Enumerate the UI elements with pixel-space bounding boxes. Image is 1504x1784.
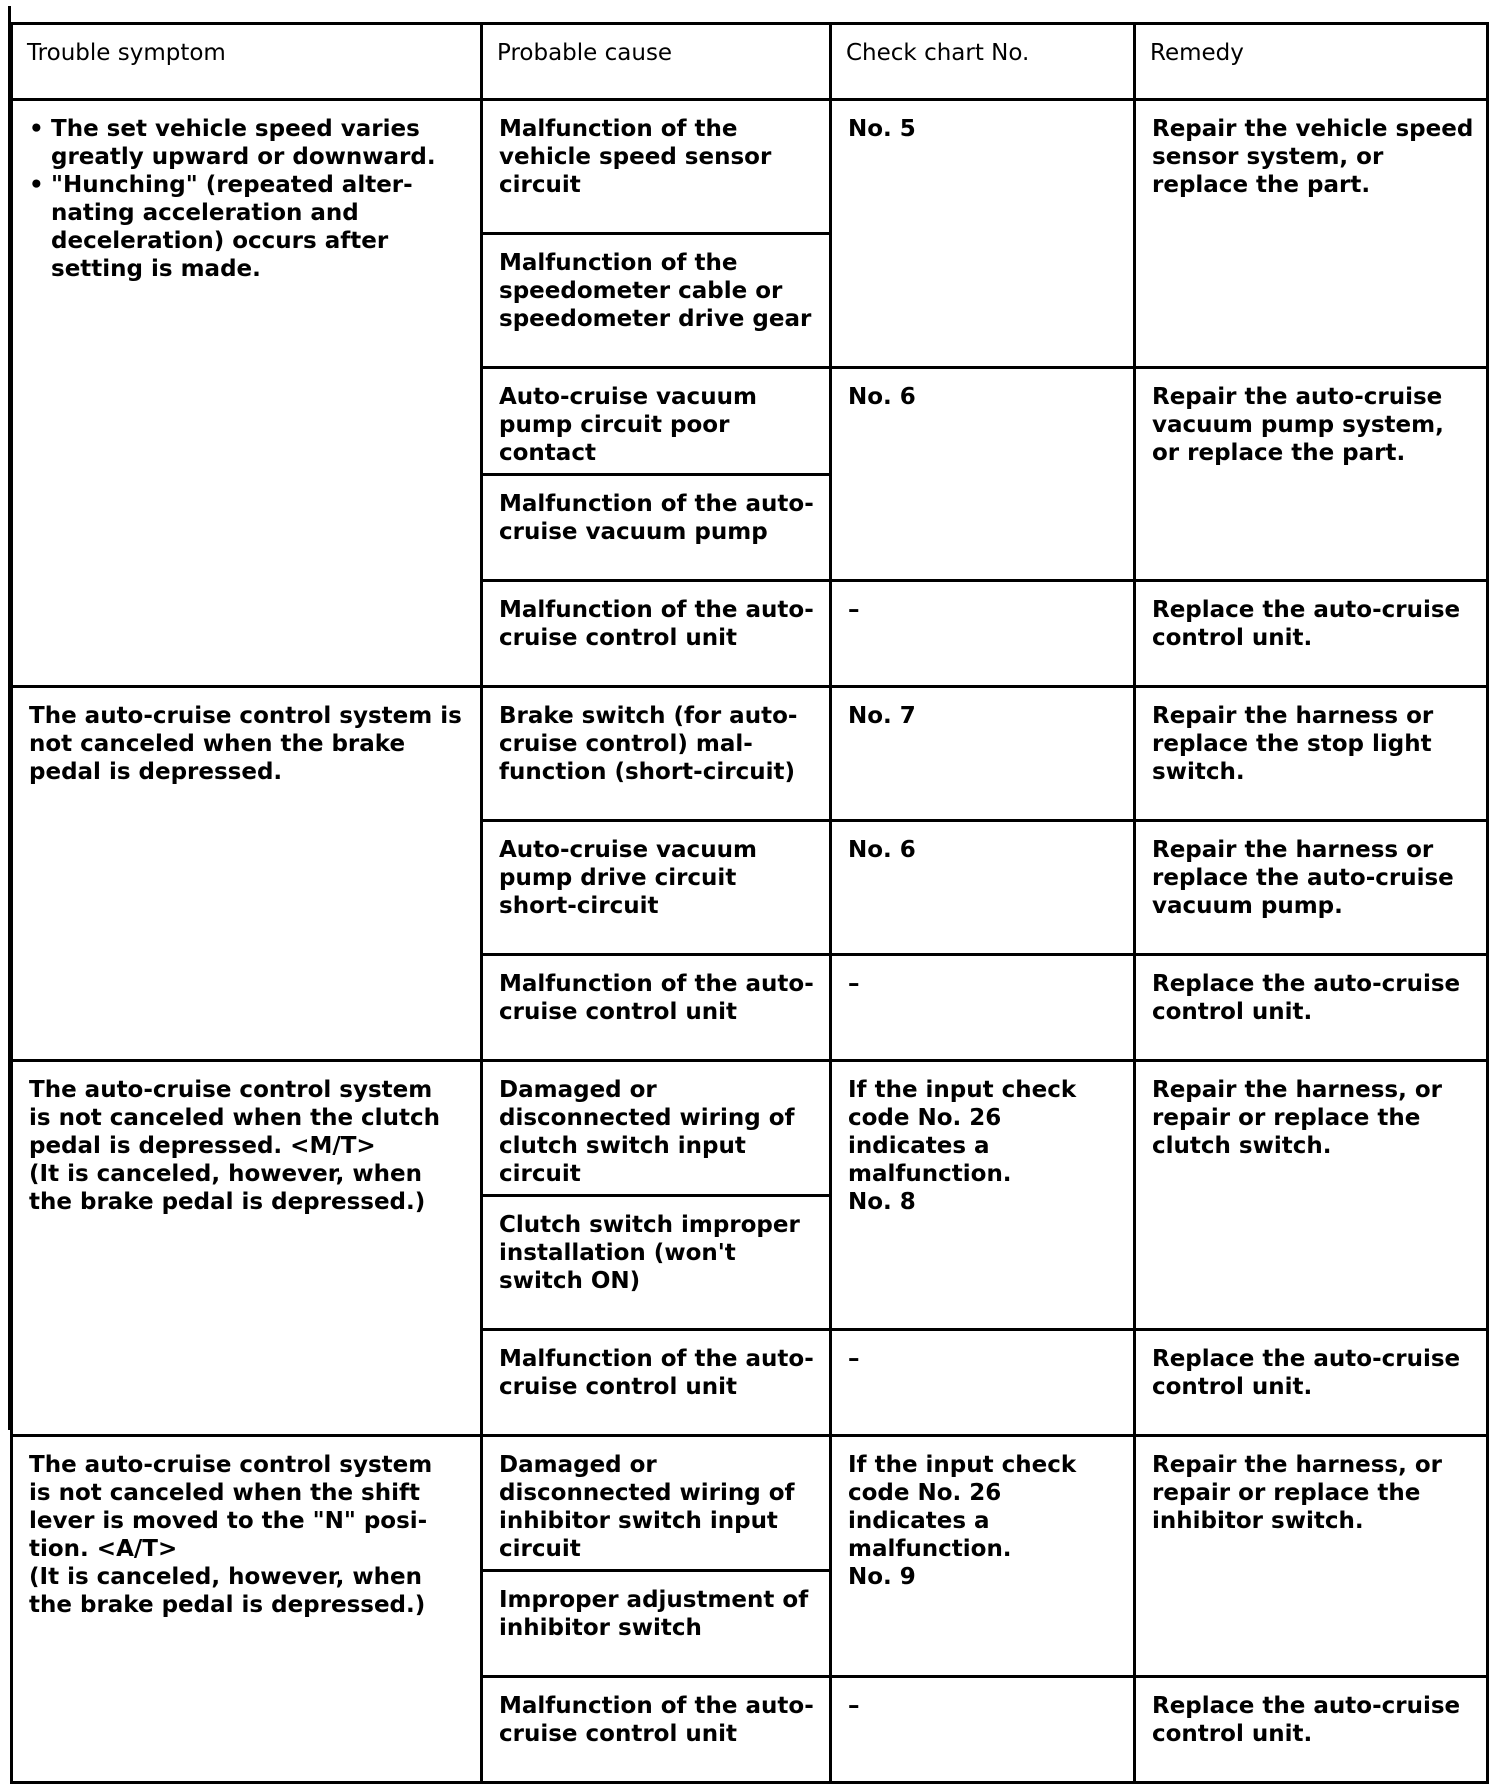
- check-chart-line: code No. 26: [848, 1480, 1002, 1506]
- symptom-bullet: • "Hunching" (repeated alter-nating acceleration and deceleration) occurs after setting is made.: [29, 171, 470, 283]
- remedy-cell: Replace the auto-cruise control unit.: [1135, 1677, 1488, 1783]
- check-chart-cell: No. 5: [831, 100, 1135, 368]
- check-chart-line: If the input check: [848, 1452, 1077, 1478]
- cause-cell: Damaged or disconnected wiring of clutch switch input circuit: [482, 1061, 831, 1196]
- cause-cell: Malfunction of the vehicle speed sensor circuit: [482, 100, 831, 234]
- cause-cell: Malfunction of the auto-cruise control unit: [482, 1330, 831, 1436]
- symptom-cell: The auto-cruise control system is not canceled when the brake pedal is depressed.: [12, 687, 482, 1061]
- symptom-line: the brake pedal is depressed.): [29, 1189, 426, 1215]
- symptom-bullet: • The set vehicle speed varies greatly upward or downward.: [29, 115, 470, 171]
- remedy-cell: Repair the vehicle speed sensor system, or replace the part.: [1135, 100, 1488, 368]
- symptom-line: pedal is depressed. <M/T>: [29, 1133, 376, 1159]
- symptom-line: is not canceled when the shift: [29, 1480, 420, 1506]
- check-chart-line: If the input check: [848, 1077, 1077, 1103]
- table-row: [12, 687, 1488, 821]
- check-chart-line: indicates a: [848, 1133, 990, 1159]
- cause-cell: Brake switch (for auto-cruise control) mal-function (short-circuit): [482, 687, 831, 821]
- symptom-cell: [12, 1436, 482, 1783]
- cause-cell: Malfunction of the auto-cruise vacuum pump: [482, 475, 831, 581]
- check-chart-line: malfunction.: [848, 1536, 1012, 1562]
- symptom-bullet-list: [29, 115, 470, 283]
- check-chart-cell: –: [831, 955, 1135, 1061]
- cause-cell: Auto-cruise vacuum pump drive circuit short-circuit: [482, 821, 831, 955]
- remedy-cell: Replace the auto-cruise control unit.: [1135, 955, 1488, 1061]
- symptom-line: The auto-cruise control system: [29, 1077, 433, 1103]
- table-row: [12, 1061, 1488, 1196]
- check-chart-cell: [831, 1436, 1135, 1677]
- check-chart-line: malfunction.: [848, 1161, 1012, 1187]
- symptom-line: is not canceled when the clutch: [29, 1105, 440, 1131]
- remedy-cell: Repair the harness, or repair or replace the clutch switch.: [1135, 1061, 1488, 1330]
- cause-cell: Auto-cruise vacuum pump circuit poor contact: [482, 368, 831, 475]
- check-chart-line: No. 8: [848, 1189, 916, 1215]
- check-chart-cell: –: [831, 1330, 1135, 1436]
- check-chart-line: No. 9: [848, 1564, 916, 1590]
- cause-cell: Damaged or disconnected wiring of inhibitor switch input circuit: [482, 1436, 831, 1571]
- check-chart-line: code No. 26: [848, 1105, 1002, 1131]
- symptom-line: lever is moved to the "N" posi-: [29, 1508, 428, 1534]
- symptom-line: tion. <A/T>: [29, 1536, 178, 1562]
- remedy-cell: Replace the auto-cruise control unit.: [1135, 581, 1488, 687]
- check-chart-cell: –: [831, 1677, 1135, 1783]
- table-row: [12, 1436, 1488, 1571]
- symptom-line: (It is canceled, however, when: [29, 1161, 423, 1187]
- check-chart-cell: No. 7: [831, 687, 1135, 821]
- cause-cell: Clutch switch improper installation (won't switch ON): [482, 1196, 831, 1330]
- header-remedy: Remedy: [1135, 24, 1488, 100]
- header-row: [12, 24, 1488, 100]
- symptom-line: The auto-cruise control system: [29, 1452, 433, 1478]
- remedy-cell: Repair the auto-cruise vacuum pump system, or replace the part.: [1135, 368, 1488, 581]
- symptom-cell: [12, 1061, 482, 1436]
- cause-cell: Improper adjustment of inhibitor switch: [482, 1571, 831, 1677]
- header-trouble-symptom: Trouble symptom: [12, 24, 482, 100]
- header-check-chart-no: Check chart No.: [831, 24, 1135, 100]
- remedy-cell: Repair the harness, or repair or replace the inhibitor switch.: [1135, 1436, 1488, 1677]
- cause-cell: Malfunction of the auto-cruise control unit: [482, 955, 831, 1061]
- cause-cell: Malfunction of the speedometer cable or speedometer drive gear: [482, 234, 831, 368]
- check-chart-line: indicates a: [848, 1508, 990, 1534]
- remedy-cell: Repair the harness or replace the stop light switch.: [1135, 687, 1488, 821]
- symptom-cell: [12, 100, 482, 687]
- remedy-cell: Replace the auto-cruise control unit.: [1135, 1330, 1488, 1436]
- table-row: [12, 100, 1488, 234]
- check-chart-cell: [831, 1061, 1135, 1330]
- remedy-cell: Repair the harness or replace the auto-cruise vacuum pump.: [1135, 821, 1488, 955]
- header-probable-cause: Probable cause: [482, 24, 831, 100]
- troubleshooting-table: [10, 22, 1489, 1784]
- check-chart-cell: –: [831, 581, 1135, 687]
- check-chart-cell: No. 6: [831, 368, 1135, 581]
- check-chart-cell: No. 6: [831, 821, 1135, 955]
- cause-cell: Malfunction of the auto-cruise control unit: [482, 1677, 831, 1783]
- cause-cell: Malfunction of the auto-cruise control unit: [482, 581, 831, 687]
- symptom-line: the brake pedal is depressed.): [29, 1592, 426, 1618]
- symptom-line: (It is canceled, however, when: [29, 1564, 423, 1590]
